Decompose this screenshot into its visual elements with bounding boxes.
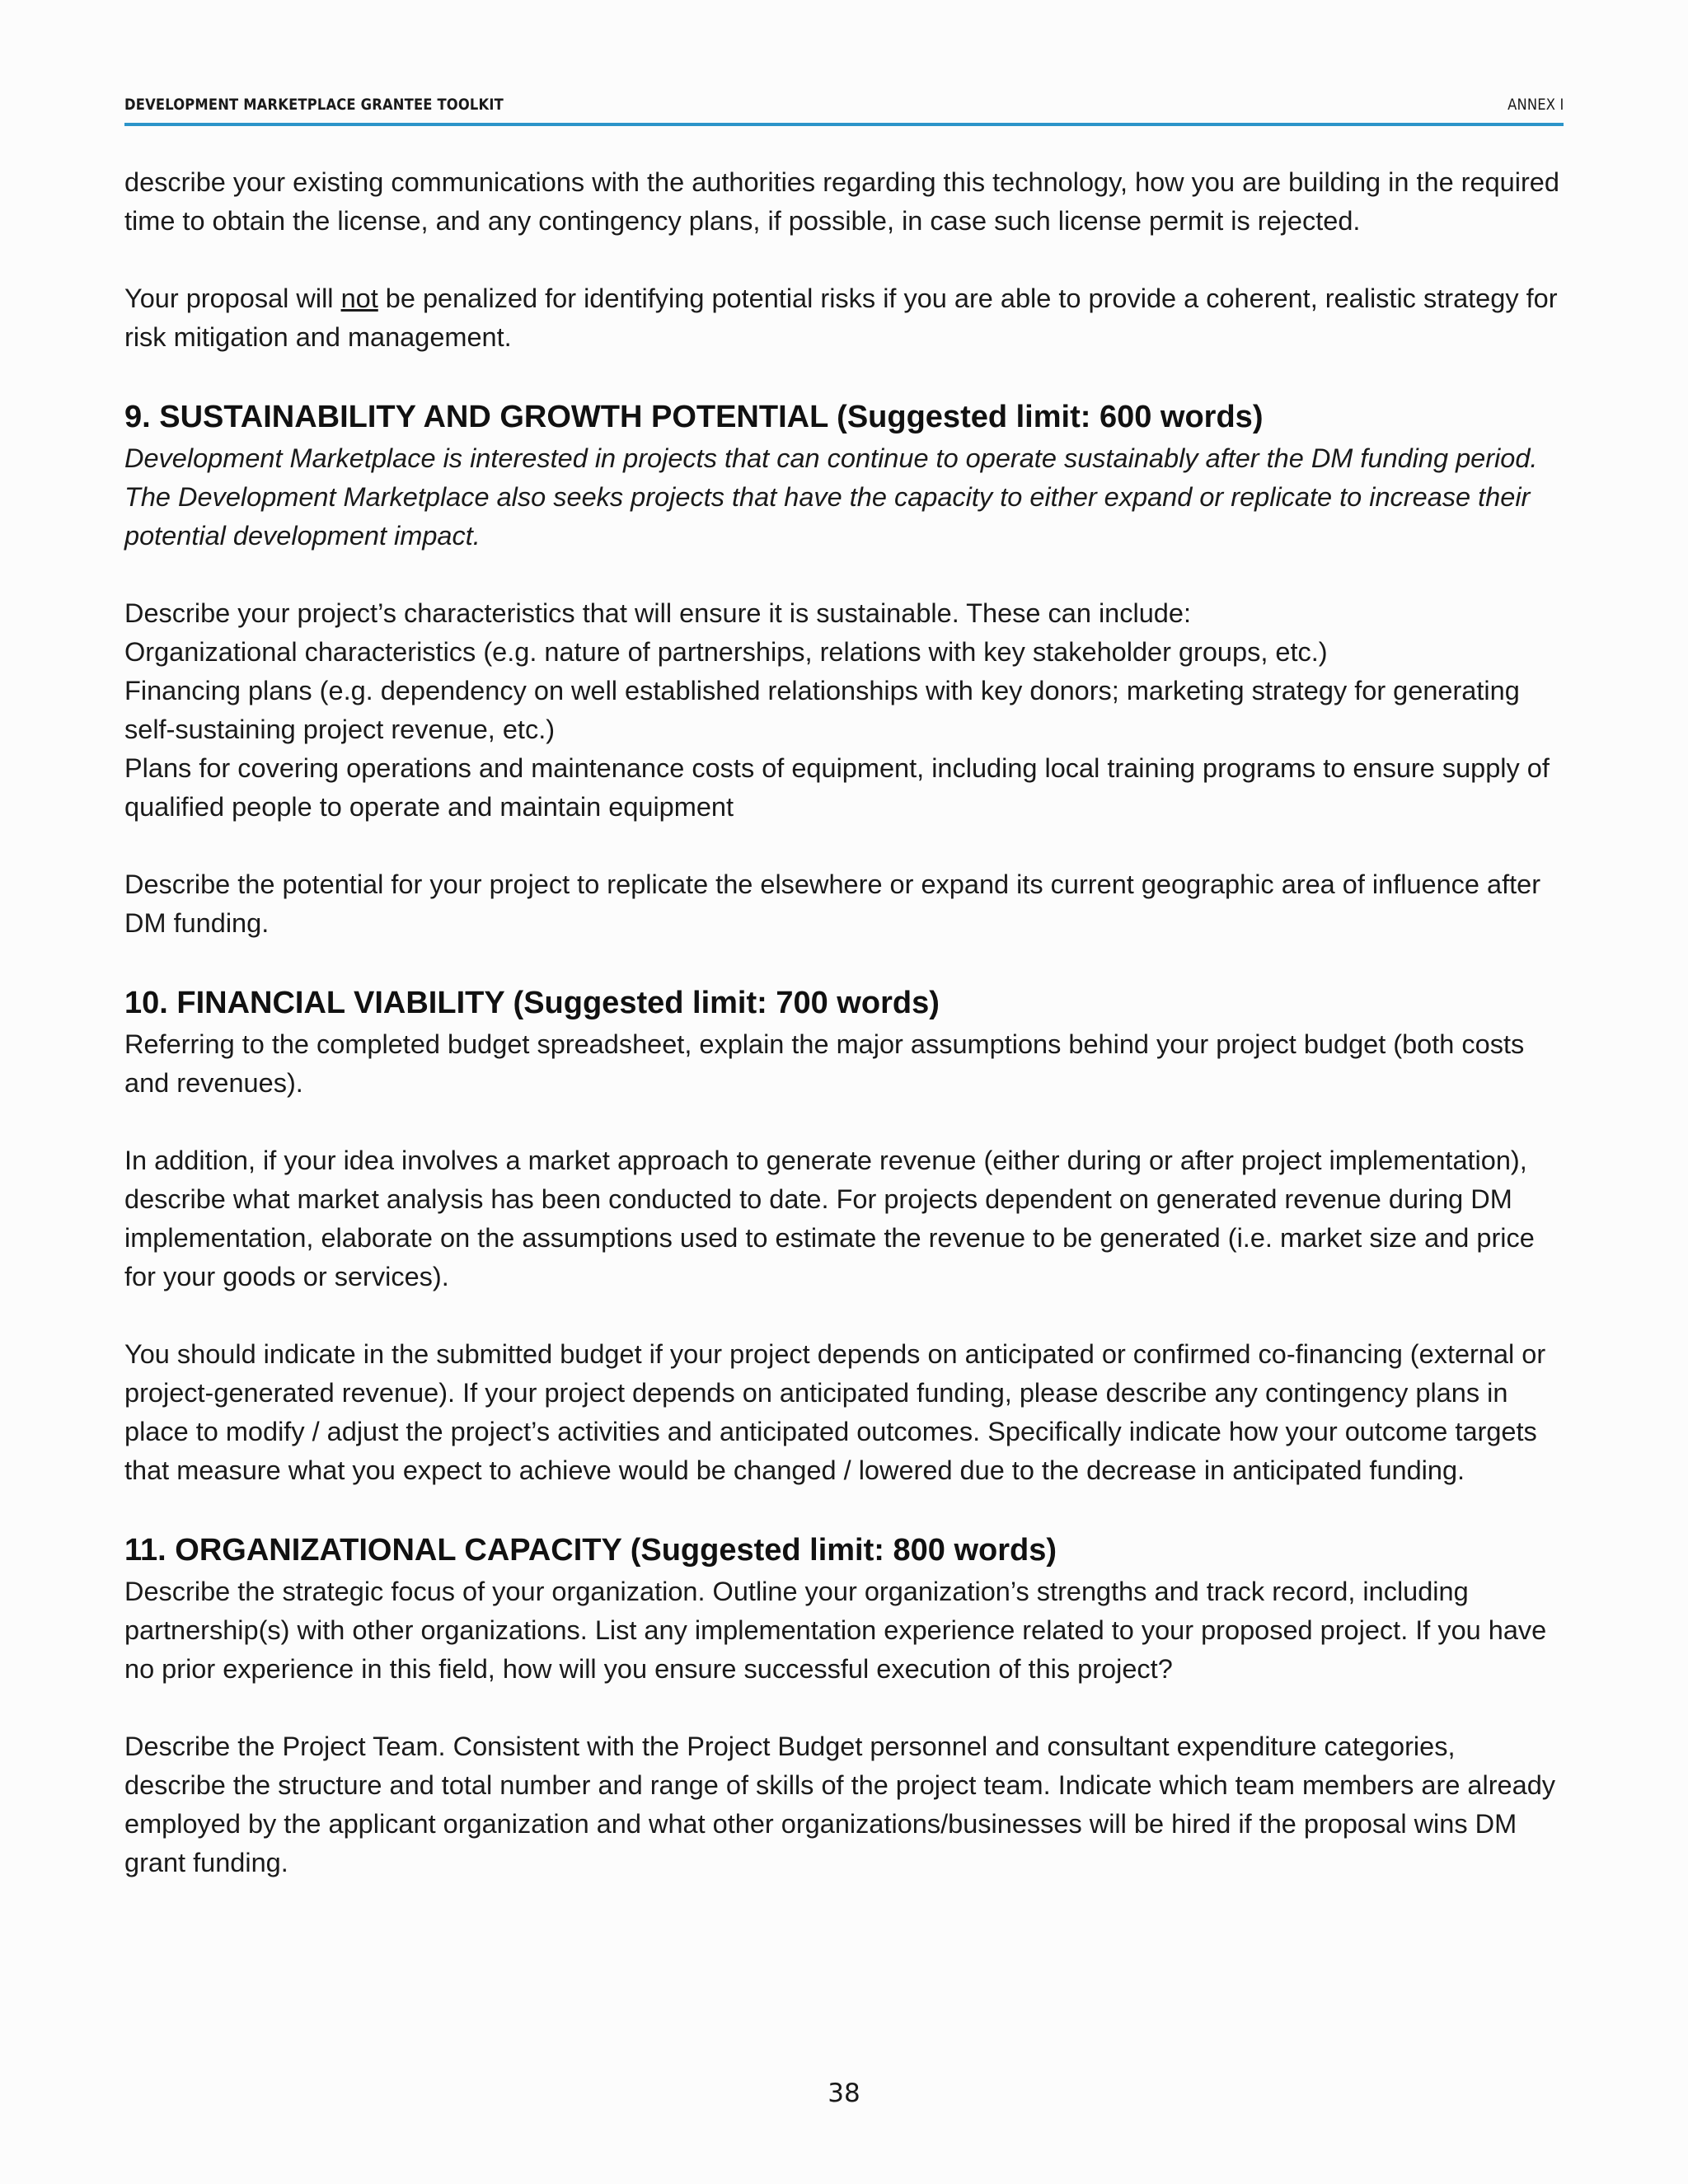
section-11-team-paragraph: Describe the Project Team. Consistent with the Project Budget personnel and consultant expenditure categories, describe the structure and total number and range of skills of the project team. Indicate which team members are already employed by the applicant organization and what other organizations/businesses will be hired if the proposal wins DM grant funding. [124, 1732, 1556, 1877]
proposal-text-before: Your proposal will [124, 284, 341, 313]
header-annex-label: ANNEX I [1507, 96, 1564, 114]
proposal-text-after: be penalized for identifying potential risks if you are able to provide a coherent, realistic strategy for risk mitigation and management. [124, 284, 1558, 352]
section-10-cofinancing-paragraph: You should indicate in the submitted budget if your project depends on anticipated or confirmed co-financing (external or project-generated revenue). If your project depends on anticipated funding, please describe any contingency plans in place to modify / adjust the project’s activities and anticipated outcomes. Specifically indicate how your outcome targets that measure what you expect to achieve would be changed / lowered due to the decrease in anticipated funding. [124, 1339, 1546, 1485]
section-9-item-operations: Plans for covering operations and maintenance costs of equipment, including local training programs to ensure supply of qualified people to operate and maintain equipment [124, 753, 1550, 822]
header-divider [124, 123, 1564, 126]
continued-paragraph: describe your existing communications with the authorities regarding this technology, how you are building in the required time to obtain the license, and any contingency plans, if possible, in case such license permit is rejected. [124, 167, 1559, 236]
page-number: 38 [828, 2079, 860, 2108]
section-9-item-financing: Financing plans (e.g. dependency on well established relationships with key donors; marketing strategy for generating self-sustaining project revenue, etc.) [124, 676, 1520, 744]
section-11-heading: 11. ORGANIZATIONAL CAPACITY (Suggested limit: 800 words) [124, 1533, 1057, 1568]
header-title: DEVELOPMENT MARKETPLACE GRANTEE TOOLKIT [124, 96, 504, 114]
section-9-item-organizational: Organizational characteristics (e.g. nature of partnerships, relations with key stakeholder groups, etc.) [124, 637, 1328, 667]
proposal-emphasis-not: not [340, 284, 378, 313]
section-10-budget-paragraph: Referring to the completed budget spreadsheet, explain the major assumptions behind your project budget (both costs and revenues). [124, 1029, 1525, 1098]
section-9-intro: Development Marketplace is interested in projects that can continue to operate sustainably after the DM funding period. The Development Marketplace also seeks projects that have the capacity to either expand or replicate to increase their potential development impact. [124, 443, 1538, 551]
section-10-market-paragraph: In addition, if your idea involves a market approach to generate revenue (either during or after project implementation), describe what market analysis has been conducted to date. For projects dependent on generated revenue during DM implementation, elaborate on the assumptions used to estimate the revenue to be generated (i.e. market size and price for your goods or services). [124, 1146, 1535, 1291]
section-9-lead: Describe your project’s characteristics that will ensure it is sustainable. These can include: [124, 598, 1191, 628]
section-9-heading: 9. SUSTAINABILITY AND GROWTH POTENTIAL (Suggested limit: 600 words) [124, 400, 1264, 434]
proposal-paragraph [124, 279, 1564, 357]
page-content [124, 163, 1564, 1921]
section-10-heading: 10. FINANCIAL VIABILITY (Suggested limit: 700 words) [124, 986, 940, 1020]
document-page [124, 0, 1564, 2184]
section-9-replication-paragraph: Describe the potential for your project to replicate the elsewhere or expand its current geographic area of influence after DM funding. [124, 869, 1541, 938]
section-11-focus-paragraph: Describe the strategic focus of your organization. Outline your organization’s strengths and track record, including partnership(s) with other organizations. List any implementation experience related to your proposed project. If you have no prior experience in this field, how will you ensure successful execution of this project? [124, 1577, 1547, 1684]
running-header [124, 96, 1564, 124]
